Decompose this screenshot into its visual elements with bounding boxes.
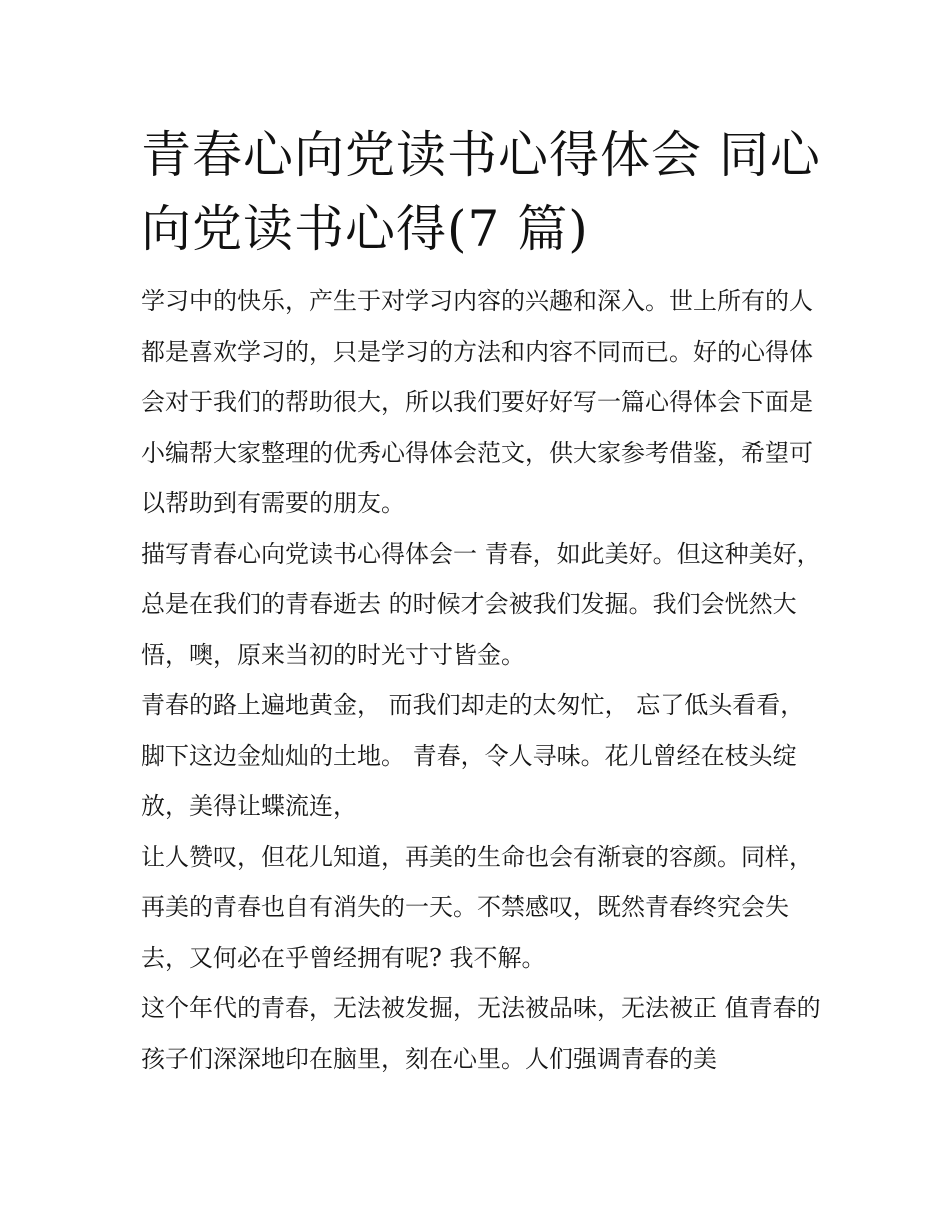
- paragraph-1: 描写青春心向党读书心得体会一 青春，如此美好。但这种美好，总是在我们的青春逝去 的时候才会被我们发掘。我们会恍然大悟，噢，原来当初的时光寸寸皆金。: [141, 539, 821, 669]
- paragraph-intro: 学习中的快乐，产生于对学习内容的兴趣和深入。世上所有的人都是喜欢学习的，只是学习的方法和内容不同而已。好的心得体会对于我们的帮助很大，所以我们要好好写一篇心得体会下面是小编帮大家整理的优秀心得体会范文，供大家参考借鉴，希望可以帮助到有需要的朋友。: [141, 287, 813, 517]
- document-body: [141, 276, 821, 1084]
- document-title: 青春心向党读书心得体会 同心向党读书心得(7 篇): [141, 126, 821, 258]
- paragraph-2: 青春的路上遍地黄金， 而我们却走的太匆忙， 忘了低头看看，脚下这边金灿灿的土地。 青春，令人寻味。花儿曾经在枝头绽放，美得让蝶流连，: [141, 691, 805, 820]
- paragraph-4: 这个年代的青春，无法被发掘，无法被品味，无法被正 值青春的孩子们深深地印在脑里，刻在心里。人们强调青春的美: [141, 994, 821, 1073]
- paragraph-3: 让人赞叹，但花儿知道，再美的生命也会有渐衰的容颜。同样，再美的青春也自有消失的一天。不禁感叹，既然青春终究会失去，又何必在乎曾经拥有呢? 我不解。: [141, 842, 813, 972]
